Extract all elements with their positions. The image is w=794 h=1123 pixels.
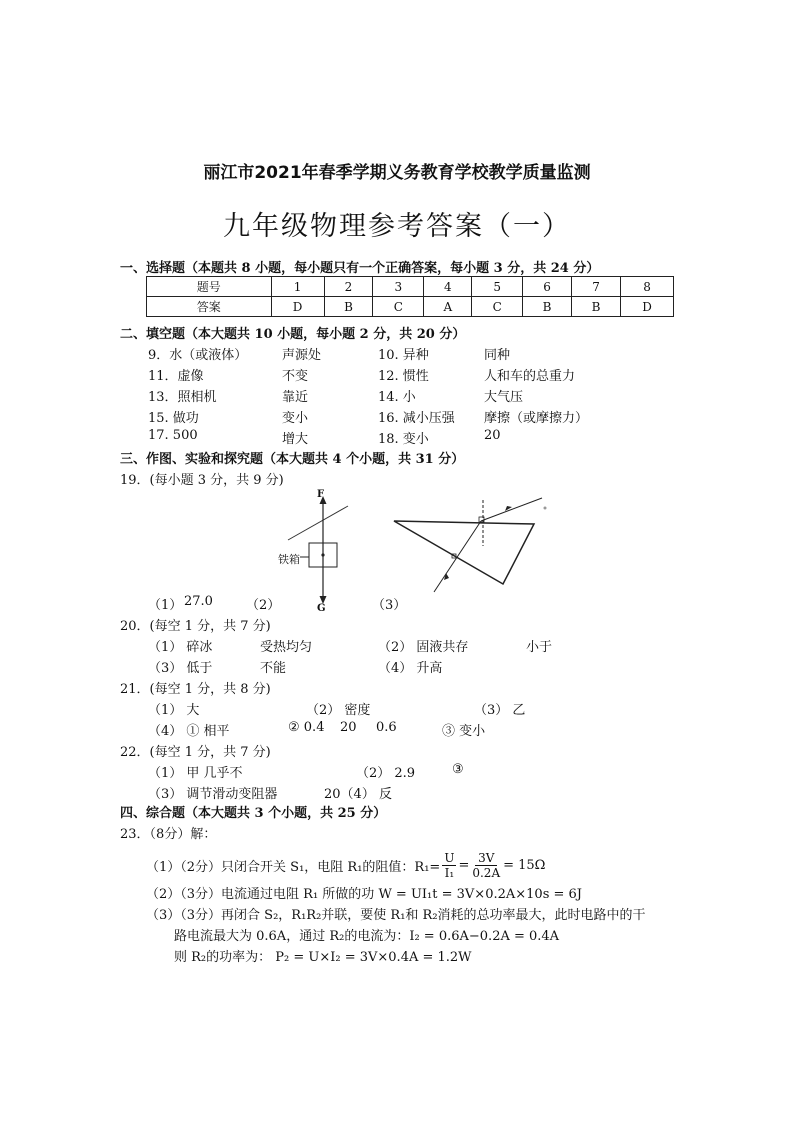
table-cell: 8 — [621, 277, 674, 297]
fraction-denominator: I₁ — [444, 866, 455, 880]
fill-answer: 13．照相机 — [148, 390, 217, 405]
table-row — [147, 297, 674, 317]
q21-answer: 0.6 — [376, 720, 397, 735]
center-dot — [321, 553, 324, 556]
table-row — [147, 277, 674, 297]
fill-answer: 20 — [484, 428, 501, 443]
q22-answer: （2） 2.9 — [356, 766, 416, 781]
q20-answer: （3） 低于 — [148, 661, 213, 676]
emergent-ray — [481, 498, 542, 521]
fill-answer: 18. 变小 — [378, 432, 429, 447]
q20-answer: （2） 固液共存 — [378, 640, 469, 655]
table-cell: B — [324, 297, 373, 317]
q23-part3-line2: 路电流最大为 0.6A，通过 R₂的电流为：I₂ = 0.6A−0.2A = 0.4A — [174, 929, 560, 944]
fill-answer: 17. 500 — [148, 428, 198, 443]
table-cell: A — [424, 297, 472, 317]
prism-diagram — [388, 488, 554, 596]
fraction-denominator: 0.2A — [472, 866, 501, 880]
dot-mark — [544, 507, 547, 510]
q21-label: 21．(每空 1 分，共 8 分) — [120, 682, 271, 697]
table-cell: B — [523, 297, 572, 317]
fill-answer: 增大 — [282, 432, 309, 447]
fill-answer: 14. 小 — [378, 390, 416, 405]
fraction — [442, 851, 456, 880]
exam-title: 丽江市2021年春季学期义务教育学校教学质量监测 — [203, 163, 591, 183]
q20-label: 20．(每空 1 分，共 7 分) — [120, 619, 271, 634]
q22-answer: 20（4） 反 — [324, 787, 392, 802]
fraction-numerator: U — [444, 851, 455, 865]
table-cell: C — [373, 297, 424, 317]
q23-part1-result: = 15Ω — [503, 858, 546, 873]
q20-answer: （4） 升高 — [378, 661, 443, 676]
answer-key-title: 九年级物理参考答案（一） — [223, 211, 571, 242]
fill-answer: 摩擦（或摩擦力） — [484, 411, 589, 426]
section3-heading: 三、作图、实验和探究题（本大题共 4 个小题，共 31 分） — [120, 452, 465, 467]
fill-answer: 变小 — [282, 411, 309, 426]
equals-sign: = — [458, 858, 470, 873]
table-cell: C — [472, 297, 523, 317]
table-cell: 7 — [572, 277, 621, 297]
fill-answer: 大气压 — [484, 390, 524, 405]
row-label-answer: 答案 — [147, 297, 272, 317]
fill-answer: 10. 异种 — [378, 348, 429, 363]
row-label-question: 题号 — [147, 277, 272, 297]
q21-answer: ② 0.4 — [288, 720, 325, 735]
fill-answer: 不变 — [282, 369, 309, 384]
q19-label: 19．(每小题 3 分，共 9 分) — [120, 473, 284, 488]
q21-answer: 20 — [340, 720, 357, 735]
fill-answer: 15. 做功 — [148, 411, 199, 426]
q21-answer: ③ 变小 — [442, 724, 486, 739]
q20-answer: 小于 — [526, 640, 553, 655]
force-label-f: F — [317, 489, 325, 500]
incident-ray — [434, 521, 481, 592]
q19-part1-label: （1） — [148, 598, 183, 613]
fill-answer: 11．虚像 — [148, 369, 204, 384]
table-cell: 2 — [324, 277, 373, 297]
prism-shape — [394, 521, 534, 584]
q21-answer: （4） ① 相平 — [148, 724, 230, 739]
table-cell: 5 — [472, 277, 523, 297]
table-cell: B — [572, 297, 621, 317]
q22-label: 22．(每空 1 分，共 7 分) — [120, 745, 271, 760]
q20-answer: 不能 — [260, 661, 287, 676]
table-cell: D — [271, 297, 324, 317]
q22-answer: （3） 调节滑动变阻器 — [148, 787, 278, 802]
fill-answer: 靠近 — [282, 390, 309, 405]
q19-part1-value: 27.0 — [184, 594, 213, 609]
q19-part3-label: （3） — [372, 598, 407, 613]
q20-answer: 受热均匀 — [260, 640, 313, 655]
fill-answer: 人和车的总重力 — [484, 369, 576, 384]
section4-heading: 四、综合题（本大题共 3 个小题，共 25 分） — [120, 806, 387, 821]
section2-heading: 二、填空题（本大题共 10 小题，每小题 2 分，共 20 分） — [120, 327, 466, 342]
q22-answer: （1） 甲 几乎不 — [148, 766, 243, 781]
fraction — [472, 851, 500, 880]
incline-line — [288, 506, 348, 540]
q23-label: 23．（8分）解： — [120, 827, 217, 842]
q23-part3-line1: （3）（3分）再闭合 S₂，R₁R₂并联，要使 R₁和 R₂消耗的总功率最大，此时电路中的干 — [146, 908, 646, 923]
q23-part1 — [146, 851, 545, 880]
fill-answer: 9．水（或液体） — [148, 348, 248, 363]
force-label-g: G — [317, 603, 326, 614]
q21-answer: （3） 乙 — [474, 703, 526, 718]
q22-answer: ③ — [452, 762, 464, 777]
fill-answer: 同种 — [484, 348, 511, 363]
fill-answer: 16. 减小压强 — [378, 411, 455, 426]
q21-answer: （1） 大 — [148, 703, 200, 718]
q21-answer: （2） 密度 — [306, 703, 371, 718]
answer-table — [146, 276, 674, 317]
table-cell: 3 — [373, 277, 424, 297]
fraction-numerator: 3V — [475, 851, 497, 866]
table-cell: D — [621, 297, 674, 317]
q20-answer: （1） 碎冰 — [148, 640, 213, 655]
section1-heading: 一、选择题（本题共 8 小题，每小题只有一个正确答案，每小题 3 分，共 24 分） — [120, 261, 600, 276]
fill-answer: 12. 惯性 — [378, 369, 429, 384]
q23-part2: （2）（3分）电流通过电阻 R₁ 所做的功 W = UI₁t = 3V×0.2A×10s = 6J — [146, 887, 583, 902]
fill-answer: 声源处 — [282, 348, 322, 363]
object-label: 铁箱 — [278, 553, 300, 566]
q23-part3-line3: 则 R₂的功率为： P₂ = U×I₂ = 3V×0.4A = 1.2W — [174, 950, 472, 965]
table-cell: 1 — [271, 277, 324, 297]
q19-part2-label: （2） — [246, 598, 281, 613]
q23-part1-text: （1）（2分）只闭合开关 S₁，电阻 R₁的阻值：R₁= — [146, 860, 441, 875]
table-cell: 6 — [523, 277, 572, 297]
table-cell: 4 — [424, 277, 472, 297]
